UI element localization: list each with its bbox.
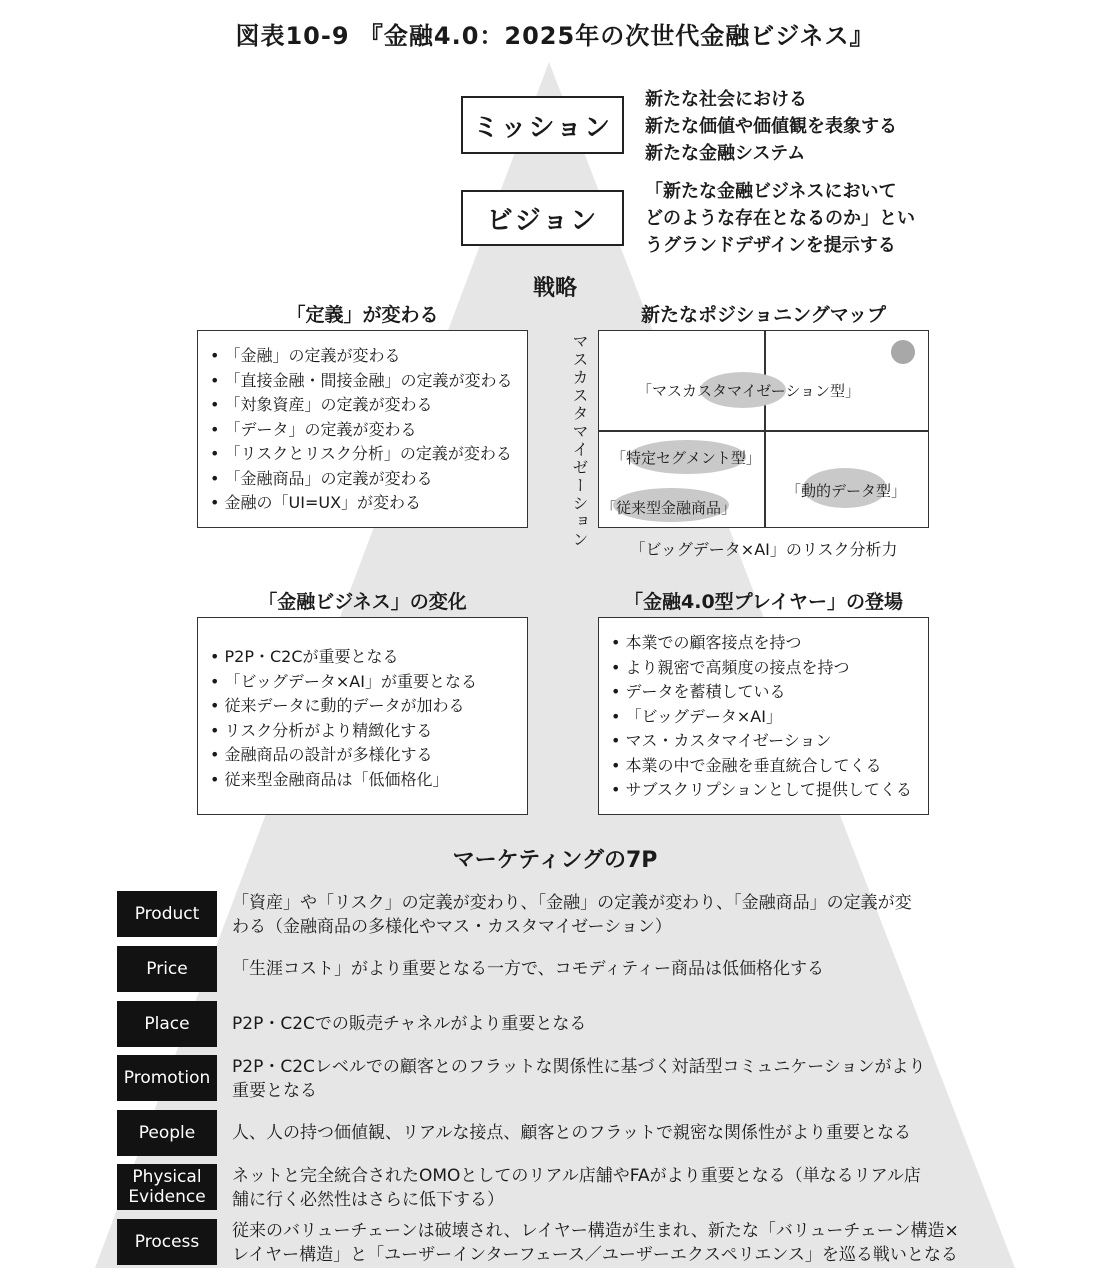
- marketing-tag: People: [117, 1110, 217, 1156]
- definition-item: • 「直接金融・間接金融」の定義が変わる: [210, 369, 527, 394]
- mission-description: [645, 86, 897, 167]
- players-heading: 「金融4.0型プレイヤー」の登場: [624, 591, 903, 613]
- marketing-text: 「生涯コスト」がより重要となる一方で、コモディティー商品は低価格化する: [232, 959, 824, 979]
- marketing-text: 「資産」や「リスク」の定義が変わり、「金融」の定義が変わり、「金融商品」の定義が変 わる（金融商品の多様化やマス・カスタマイゼーション）: [232, 893, 912, 937]
- business-item: • P2P・C2Cが重要となる: [210, 645, 527, 670]
- business-item: • 従来型金融商品は「低価格化」: [210, 768, 527, 793]
- players-box: [598, 617, 929, 815]
- positioning-x-axis-label: 「ビッグデータ×AI」のリスク分析力: [629, 540, 898, 559]
- marketing-tag: Promotion: [117, 1055, 217, 1101]
- definition-item: • 「リスクとリスク分析」の定義が変わる: [210, 442, 527, 467]
- marketing-tag: Product: [117, 891, 217, 937]
- marketing-text: 人、人の持つ価値観、リアルな接点、顧客とのフラットで親密な関係性がより重要となる: [232, 1123, 911, 1143]
- figure-title: 図表10-9 『金融4.0：2025年の次世代金融ビジネス』: [235, 22, 875, 50]
- mission-label: ミッション: [461, 96, 624, 154]
- marketing-tag: Process: [117, 1219, 217, 1265]
- marketing-tag: Place: [117, 1001, 217, 1047]
- map-divider-horizontal: [599, 430, 928, 432]
- mission-line: 新たな価値や価値観を表象する: [645, 116, 897, 137]
- definition-item: • 「金融商品」の定義が変わる: [210, 467, 527, 492]
- vision-line: どのような存在となるのか」とい: [645, 208, 915, 229]
- definition-item: • 「金融」の定義が変わる: [210, 344, 527, 369]
- marketing-row-physical-evidence: [117, 1164, 997, 1210]
- marketing-title: マーケティングの7P: [452, 848, 658, 873]
- definition-item: • 金融の「UI=UX」が変わる: [210, 491, 527, 516]
- mass-customization-type-label: 「マスカスタマイゼーション型」: [637, 382, 861, 400]
- players-item: • マス・カスタマイゼーション: [611, 729, 928, 754]
- vision-label: ビジョン: [461, 190, 624, 246]
- players-item: • サブスクリプションとして提供してくる: [611, 778, 928, 803]
- marketing-tag: Physical Evidence: [117, 1164, 217, 1210]
- marketing-row-place: [117, 1001, 997, 1047]
- positioning-y-axis-label: マスカスタマイゼーション: [570, 333, 589, 549]
- business-heading: 「金融ビジネス」の変化: [258, 591, 467, 613]
- players-item: • 「ビッグデータ×AI」: [611, 705, 928, 730]
- position-dot: [891, 340, 915, 364]
- business-item: • 「ビッグデータ×AI」が重要となる: [210, 670, 527, 695]
- definition-box: [197, 330, 528, 528]
- marketing-row-product: [117, 891, 997, 937]
- players-item: • 本業の中で金融を垂直統合してくる: [611, 754, 928, 779]
- dynamic-data-type-label: 「動的データ型」: [786, 482, 907, 500]
- definition-item: • 「データ」の定義が変わる: [210, 418, 527, 443]
- definition-item: • 「対象資産」の定義が変わる: [210, 393, 527, 418]
- business-item: • リスク分析がより精緻化する: [210, 719, 527, 744]
- players-item: • データを蓄積している: [611, 680, 928, 705]
- mission-line: 新たな金融システム: [645, 143, 806, 164]
- players-item: • 本業での顧客接点を持つ: [611, 631, 928, 656]
- marketing-tag: Price: [117, 946, 217, 992]
- marketing-text: 従来のバリューチェーンは破壊され、レイヤー構造が生まれ、新たな「バリューチェーン構造× レイヤー構造」と「ユーザーインターフェース／ユーザーエクスペリエンス」を巡る戦いとなる: [232, 1221, 959, 1265]
- map-divider-vertical: [764, 331, 766, 527]
- vision-line: うグランドデザインを提示する: [645, 235, 896, 256]
- business-box: [197, 617, 528, 815]
- players-item: • より親密で高頻度の接点を持つ: [611, 656, 928, 681]
- business-item: • 従来データに動的データが加わる: [210, 694, 527, 719]
- marketing-row-process: [117, 1219, 997, 1265]
- business-item: • 金融商品の設計が多様化する: [210, 743, 527, 768]
- marketing-text: P2P・C2Cレベルでの顧客とのフラットな関係性に基づく対話型コミュニケーションがより 重要となる: [232, 1057, 926, 1101]
- mission-line: 新たな社会における: [645, 89, 807, 110]
- vision-line: 「新たな金融ビジネスにおいて: [645, 181, 897, 202]
- vision-description: [645, 178, 915, 259]
- positioning-heading: 新たなポジショニングマップ: [640, 304, 886, 326]
- definition-heading: 「定義」が変わる: [286, 304, 439, 326]
- marketing-text: P2P・C2Cでの販売チャネルがより重要となる: [232, 1014, 587, 1034]
- traditional-product-label: 「従来型金融商品」: [601, 499, 737, 517]
- marketing-row-price: [117, 946, 997, 992]
- positioning-map: [598, 330, 929, 528]
- marketing-text: ネットと完全統合されたOMOとしてのリアル店舗やFAがより重要となる（単なるリアル店 舗に行く必然性はさらに低下する）: [232, 1166, 921, 1210]
- strategy-title: 戦略: [532, 276, 577, 301]
- marketing-row-promotion: [117, 1055, 997, 1101]
- specific-segment-type-label: 「特定セグメント型」: [611, 449, 761, 467]
- marketing-row-people: [117, 1110, 997, 1156]
